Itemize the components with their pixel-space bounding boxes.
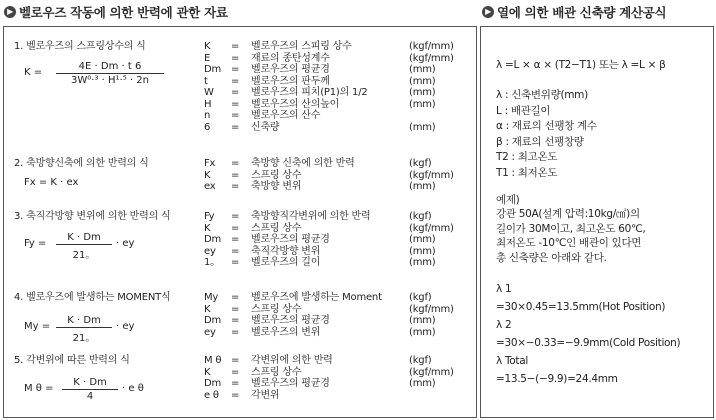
variable-sym: e θ: [204, 389, 219, 401]
variable-desc: 벨로우즈에 발생하는 Moment: [251, 292, 382, 303]
variable-row: [204, 41, 474, 53]
variable-desc: 축방향 변위: [251, 181, 302, 192]
variable-sym: Dm: [204, 378, 222, 389]
variable-desc: 벨로우즈의 평균경: [251, 234, 330, 245]
example-title: 예제): [496, 194, 520, 206]
variable-eq: =: [231, 158, 240, 169]
variable-eq: =: [231, 389, 240, 401]
variable-eq: =: [231, 87, 240, 98]
variable-unit: (kgf): [409, 211, 432, 222]
section-title: 4. 벨로우즈에 발생하는 MOMENT식: [14, 292, 171, 303]
example-line: 강관 50A(설계 압력:10kg/㎠)의: [496, 208, 640, 220]
variable-unit: (kgf): [409, 292, 432, 303]
variable-row: [204, 292, 474, 304]
variable-sym: ey: [204, 245, 216, 257]
left-header-title: 벨로우즈 작동에 의한 반력에 관한 자료: [19, 5, 228, 20]
variable-row: [204, 181, 474, 193]
variable-row: [204, 110, 474, 122]
formula-numerator: 4E · Dm · t 6: [78, 61, 142, 72]
formula-denominator: 21。: [72, 333, 96, 344]
bellows-reaction-panel: [3, 26, 477, 418]
variable-eq: =: [231, 315, 240, 326]
variable-unit: (mm): [409, 64, 436, 75]
fraction-bar: [56, 244, 112, 245]
variable-sym: M θ: [204, 355, 222, 366]
variable-eq: =: [231, 169, 240, 181]
variable-eq: =: [231, 234, 240, 245]
variable-row: [204, 76, 474, 88]
variable-eq: =: [231, 110, 240, 121]
variable-unit: (kgf/mm): [409, 366, 454, 378]
variable-unit: (mm): [409, 98, 436, 110]
variable-sym: 1。: [204, 257, 220, 268]
variable-desc: 벨로우즈의 산의높이: [251, 98, 340, 110]
variable-sym: E: [204, 52, 211, 64]
variable-desc: 축방향 신축에 의한 반력: [251, 158, 355, 169]
variable-unit: (kgf/mm): [409, 169, 454, 181]
variable-row: [204, 158, 474, 170]
legend-line: β : 재료의 선팽창량: [496, 135, 584, 148]
expansion-formula: λ =L × α × (T2−T1) 또는 λ =L × β: [496, 59, 666, 71]
variable-desc: 축방향직각변위에 의한 반력: [251, 211, 371, 222]
variable-desc: 벨로우즈의 피치(P1)의 1/2: [251, 87, 368, 98]
variable-unit: (mm): [409, 315, 436, 326]
variable-eq: =: [231, 75, 240, 87]
variable-unit: (kgf/mm): [409, 303, 454, 315]
section-title: 3. 축직각방향 변위에 의한 반력의 식: [14, 211, 171, 222]
formula-numerator: K · Dm: [73, 377, 107, 388]
variable-row: [204, 122, 474, 134]
left-header: [4, 3, 228, 21]
variable-eq: =: [231, 211, 240, 222]
fraction-bar: [56, 327, 112, 328]
variable-row: [204, 223, 474, 235]
variable-desc: 재료의 종탄성계수: [251, 52, 330, 64]
result-line: λ 1: [496, 283, 512, 295]
chevron-right-icon: ▶: [4, 6, 16, 18]
variable-desc: 벨로우즈의 판두께: [251, 75, 330, 87]
variable-sym: Dm: [204, 315, 222, 326]
variable-eq: =: [231, 366, 240, 378]
variable-sym: ey: [204, 326, 216, 338]
section-title: 2. 축방향신축에 의한 반력의 식: [14, 158, 149, 169]
variable-row: [204, 304, 474, 316]
variable-row: [204, 53, 474, 65]
thermal-expansion-panel: [480, 26, 714, 418]
result-line: =30×−0.33=−9.9mm(Cold Position): [496, 337, 681, 349]
variable-row: [204, 87, 474, 99]
formula-lhs: Fx = K · ex: [24, 177, 79, 188]
variable-desc: 스프링 상수: [251, 366, 302, 378]
formula-denominator: 3W⁰·³ · H¹·⁵ · 2n: [71, 75, 149, 86]
variable-sym: K: [204, 303, 211, 315]
variable-row: [204, 246, 474, 258]
variable-unit: (kgf): [409, 158, 432, 169]
variable-eq: =: [231, 257, 240, 268]
variable-unit: (mm): [409, 245, 436, 257]
variable-eq: =: [231, 64, 240, 75]
result-line: λ Total: [496, 355, 528, 367]
variable-desc: 축직각방향 변위: [251, 245, 321, 257]
variable-desc: 스프링 상수: [251, 222, 302, 234]
example-line: 최저온도 -10℃인 배관이 있다면: [496, 237, 642, 249]
variable-sym: K: [204, 366, 211, 378]
variable-eq: =: [231, 181, 240, 192]
result-line: =30×0.45=13.5mm(Hot Position): [496, 301, 666, 313]
formula-lhs: My =: [24, 321, 51, 332]
variable-desc: 벨로우즈의 평균경: [251, 64, 330, 75]
variable-eq: =: [231, 98, 240, 110]
variable-row: [204, 367, 474, 379]
variable-row: [204, 390, 474, 402]
variable-eq: =: [231, 52, 240, 64]
variable-desc: 벨로우즈의 변위: [251, 326, 321, 338]
variable-sym: H: [204, 98, 212, 110]
variable-unit: (mm): [409, 378, 436, 389]
variable-unit: (mm): [409, 121, 436, 133]
legend-line: λ : 신축변위량(mm): [496, 89, 588, 101]
variable-sym: K: [204, 41, 211, 52]
variable-unit: (kgf/mm): [409, 222, 454, 234]
variable-eq: =: [231, 222, 240, 234]
variable-unit: (mm): [409, 234, 436, 245]
formula-lhs: K =: [24, 67, 43, 78]
formula-tail: · ey: [116, 238, 135, 249]
variable-desc: 각변위: [251, 389, 280, 401]
variable-desc: 벨로우즈의 스피링 상수: [251, 41, 352, 52]
example-line: 길이가 30M이고, 최고온도 60℃,: [496, 222, 646, 235]
variable-row: [204, 99, 474, 111]
legend-line: α : 재료의 선팽창 계수: [496, 120, 597, 132]
variable-sym: K: [204, 222, 211, 234]
variable-row: [204, 234, 474, 246]
formula-denominator: 21。: [72, 250, 96, 261]
formula-denominator: 4: [86, 391, 94, 402]
example-line: 총 신축량은 아래와 같다.: [496, 251, 607, 264]
fraction-bar: [56, 73, 164, 74]
legend-line: T1 : 최저온도: [496, 166, 558, 179]
variable-desc: 스프링 상수: [251, 303, 302, 315]
variable-sym: Fx: [204, 158, 216, 169]
variable-sym: 6: [204, 121, 211, 133]
variable-sym: K: [204, 169, 211, 181]
variable-eq: =: [231, 355, 240, 366]
variable-desc: 신축량: [251, 121, 280, 133]
variable-eq: =: [231, 292, 240, 303]
right-header-title: 열에 의한 배관 신축량 계산공식: [497, 5, 667, 20]
variable-sym: Dm: [204, 234, 222, 245]
legend-line: T2 : 최고온도: [496, 151, 558, 163]
variable-row: [204, 355, 474, 367]
variable-sym: Dm: [204, 64, 222, 75]
variable-sym: n: [204, 110, 211, 121]
formula-lhs: Fy =: [24, 238, 47, 249]
variable-row: [204, 257, 474, 269]
variable-eq: =: [231, 41, 240, 52]
variable-eq: =: [231, 245, 240, 257]
variable-eq: =: [231, 378, 240, 389]
variable-eq: =: [231, 326, 240, 338]
variable-desc: 벨로우즈의 길이: [251, 257, 321, 268]
variable-desc: 벨로우즈의 산수: [251, 110, 321, 121]
variable-sym: W: [204, 87, 214, 98]
result-line: =13.5−(−9.9)=24.4mm: [496, 373, 618, 385]
variable-desc: 각변위에 의한 반력: [251, 355, 333, 366]
variable-row: [204, 378, 474, 390]
variable-unit: (mm): [409, 87, 436, 98]
variable-unit: (kgf/mm): [409, 41, 454, 52]
variable-unit: (mm): [409, 75, 436, 87]
legend-line: L : 배관길이: [496, 104, 551, 117]
section-title: 5. 각변위에 따른 반력의 식: [14, 355, 130, 366]
variable-row: [204, 64, 474, 76]
formula-tail: · e θ: [122, 383, 144, 394]
variable-sym: Fy: [204, 211, 215, 222]
variable-desc: 스프링 상수: [251, 169, 302, 181]
variable-desc: 벨로우즈의 평균경: [251, 378, 330, 389]
variable-unit: (mm): [409, 257, 436, 268]
variable-row: [204, 170, 474, 182]
formula-tail: · ey: [116, 321, 135, 332]
chevron-right-icon: ▶: [482, 6, 494, 18]
variable-sym: t: [204, 75, 208, 87]
fraction-bar: [62, 389, 118, 390]
variable-row: [204, 315, 474, 327]
variable-sym: My: [204, 292, 219, 303]
variable-sym: ex: [204, 181, 216, 192]
formula-numerator: K · Dm: [67, 232, 101, 243]
result-line: λ 2: [496, 319, 512, 331]
variable-unit: (mm): [409, 181, 436, 192]
variable-unit: (kgf/mm): [409, 52, 454, 64]
variable-unit: (kgf): [409, 355, 432, 366]
formula-lhs: M θ =: [24, 383, 54, 394]
variable-row: [204, 327, 474, 339]
formula-numerator: K · Dm: [67, 315, 101, 326]
variable-unit: (mm): [409, 326, 436, 338]
section-title: 1. 벨로우즈의 스프링상수의 식: [14, 41, 146, 52]
right-header: [482, 3, 666, 21]
variable-row: [204, 211, 474, 223]
variable-eq: =: [231, 121, 240, 133]
variable-desc: 벨로우즈의 평균경: [251, 315, 330, 326]
variable-eq: =: [231, 303, 240, 315]
